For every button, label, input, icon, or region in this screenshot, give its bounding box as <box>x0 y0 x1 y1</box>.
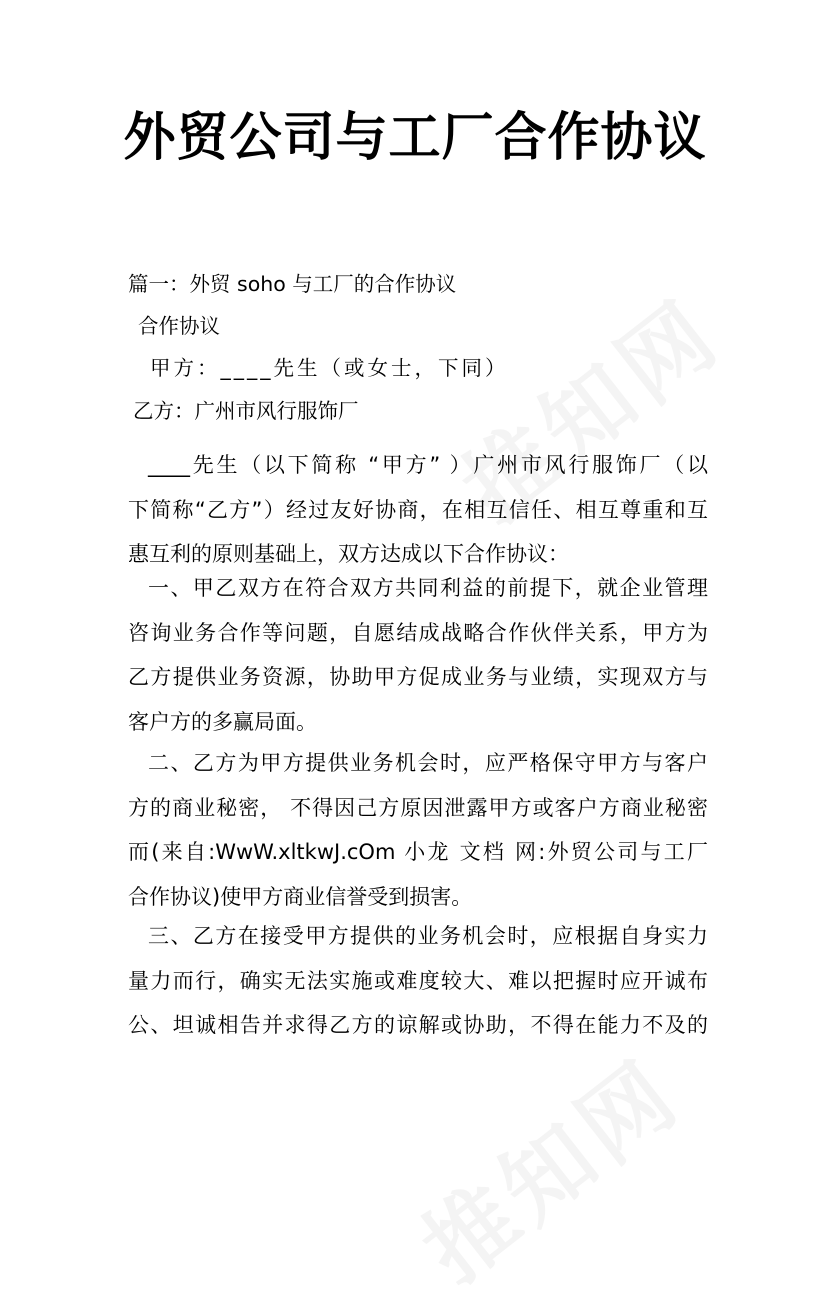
paragraph-line: 二、乙方为甲方提供业务机会时，应严格保守甲方与客户 <box>148 751 708 775</box>
clause-2 <box>128 741 708 919</box>
clause-1 <box>128 566 708 744</box>
paragraph-line: 三、乙方在接受甲方提供的业务机会时，应根据自身实力 <box>148 924 708 948</box>
paragraph-line: 乙方提供业务资源，协助甲方促成业务与业绩，实现双方与 <box>128 665 708 689</box>
clause-3 <box>128 914 708 1048</box>
paragraph-line: 公、坦诚相告并求得乙方的谅解或协助，不得在能力不及的 <box>128 1013 708 1037</box>
paragraph-line: 客户方的多赢局面。 <box>128 709 317 734</box>
intro-paragraph <box>128 443 708 577</box>
watermark <box>391 1023 703 1306</box>
paragraph-line: 量力而行，确实无法实施或难度较大、难以把握时应开诚布 <box>128 968 708 993</box>
paragraph-line: 而(来自:WwW.xltkwJ.cOm 小龙 文档 网:外贸公司与工厂 <box>128 840 708 864</box>
paragraph-line: 咨询业务合作等问题，自愿结成战略合作伙伴关系，甲方为 <box>128 620 708 645</box>
paragraph-line: 下简称“乙方”）经过友好协商，在相互信任、相互尊重和互 <box>128 497 708 522</box>
paragraph-line: ____先生（以下简称 “甲方” ）广州市风行服饰厂（以 <box>148 453 708 477</box>
section-heading: 篇一：外贸 soho 与工厂的合作协议 <box>128 272 457 296</box>
agreement-label: 合作协议 <box>138 314 220 338</box>
paragraph-line: 惠互利的原则基础上，双方达成以下合作协议： <box>128 542 569 566</box>
party-b: 乙方：广州市风行服饰厂 <box>133 399 359 423</box>
paragraph-line: 合作协议)使甲方商业信誉受到损害。 <box>128 884 473 909</box>
paragraph-line: 一、甲乙双方在符合双方共同利益的前提下，就企业管理 <box>148 576 708 600</box>
party-a: 甲方：____先生（或女士，下同） <box>150 356 509 380</box>
paragraph-line: 方的商业秘密， 不得因己方原因泄露甲方或客户方商业秘密 <box>128 795 708 820</box>
document-title: 外贸公司与工厂合作协议 <box>123 107 707 168</box>
